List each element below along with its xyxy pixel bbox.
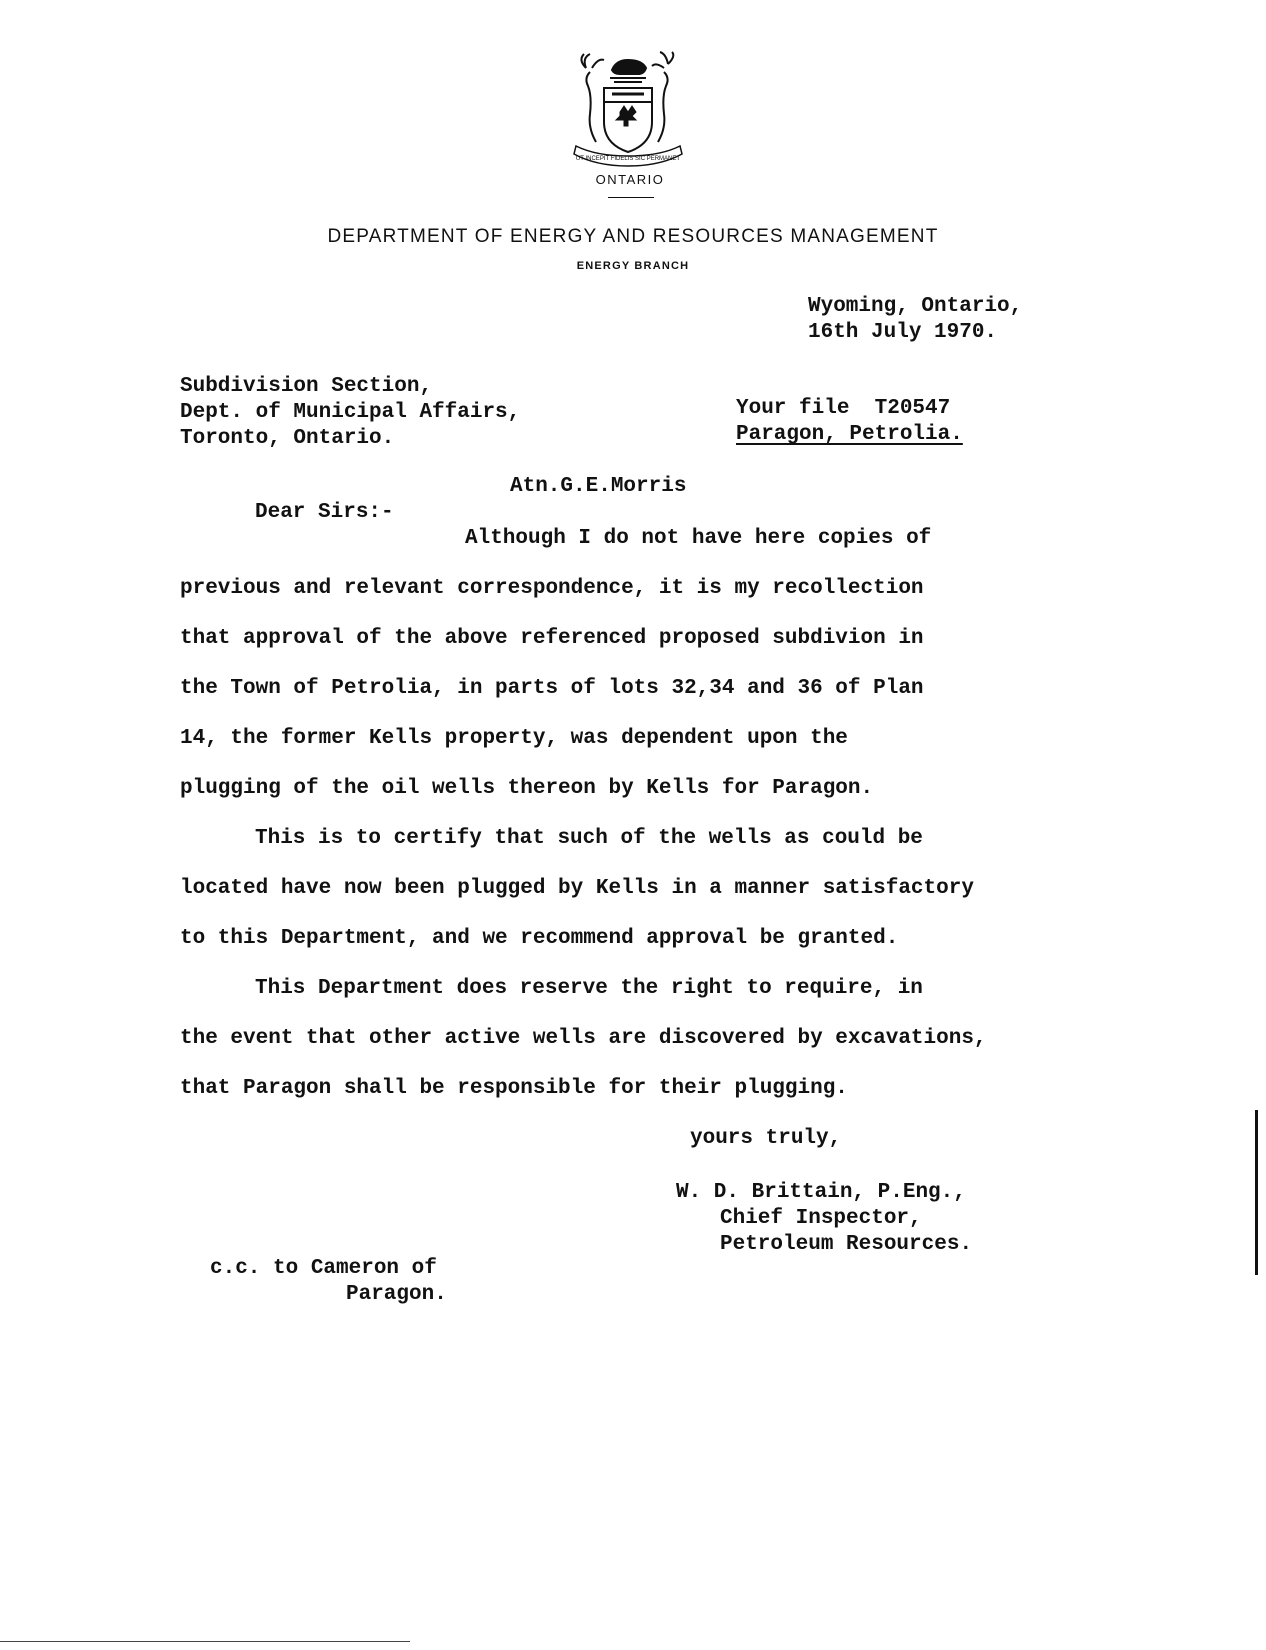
scan-bottom-line xyxy=(0,1641,410,1642)
department-heading: DEPARTMENT OF ENERGY AND RESOURCES MANAGEMENT xyxy=(327,226,939,247)
cc-line-2: Paragon. xyxy=(346,1283,447,1306)
body-line: that approval of the above referenced proposed subdivion in xyxy=(180,627,924,650)
body-line: the Town of Petrolia, in parts of lots 32,34 and 36 of Plan xyxy=(180,677,924,700)
body-line: 14, the former Kells property, was dependent upon the xyxy=(180,727,848,750)
letterhead-divider xyxy=(608,197,654,198)
closing: yours truly, xyxy=(690,1127,842,1150)
body-line: located have now been plugged by Kells in a manner satisfactory xyxy=(180,877,974,900)
signatory-title: Chief Inspector, xyxy=(720,1207,922,1230)
attention-line: Atn.G.E.Morris xyxy=(510,475,687,498)
sender-place: Wyoming, Ontario, xyxy=(808,295,1023,318)
addressee-line-3: Toronto, Ontario. xyxy=(180,427,395,450)
body-line: that Paragon shall be responsible for their plugging. xyxy=(180,1077,848,1100)
scan-edge-mark xyxy=(1255,1110,1258,1275)
file-reference: Your file T20547 xyxy=(736,397,951,420)
cc-line-1: c.c. to Cameron of xyxy=(210,1257,437,1280)
signatory-division: Petroleum Resources. xyxy=(720,1233,973,1256)
reference-subject: Paragon, Petrolia. xyxy=(736,423,963,446)
body-line: This Department does reserve the right to require, in xyxy=(255,977,923,1000)
ontario-coat-of-arms xyxy=(568,50,688,168)
salutation: Dear Sirs:- xyxy=(255,501,394,524)
body-line: to this Department, and we recommend approval be granted. xyxy=(180,927,899,950)
body-line: the event that other active wells are discovered by excavations, xyxy=(180,1027,987,1050)
body-line: Although I do not have here copies of xyxy=(465,527,932,550)
branch-heading: ENERGY BRANCH xyxy=(576,260,690,272)
body-line: This is to certify that such of the wells as could be xyxy=(255,827,923,850)
body-line: plugging of the oil wells thereon by Kells for Paragon. xyxy=(180,777,874,800)
addressee-line-2: Dept. of Municipal Affairs, xyxy=(180,401,521,424)
signatory-name: W. D. Brittain, P.Eng., xyxy=(676,1181,966,1204)
addressee-line-1: Subdivision Section, xyxy=(180,375,433,398)
province-name: ONTARIO xyxy=(595,172,665,187)
letter-date: 16th July 1970. xyxy=(808,321,998,344)
svg-text:UT INCEPIT FIDELIS SIC PERMANE: UT INCEPIT FIDELIS SIC PERMANET xyxy=(575,156,681,162)
body-line: previous and relevant correspondence, it is my recollection xyxy=(180,577,924,600)
